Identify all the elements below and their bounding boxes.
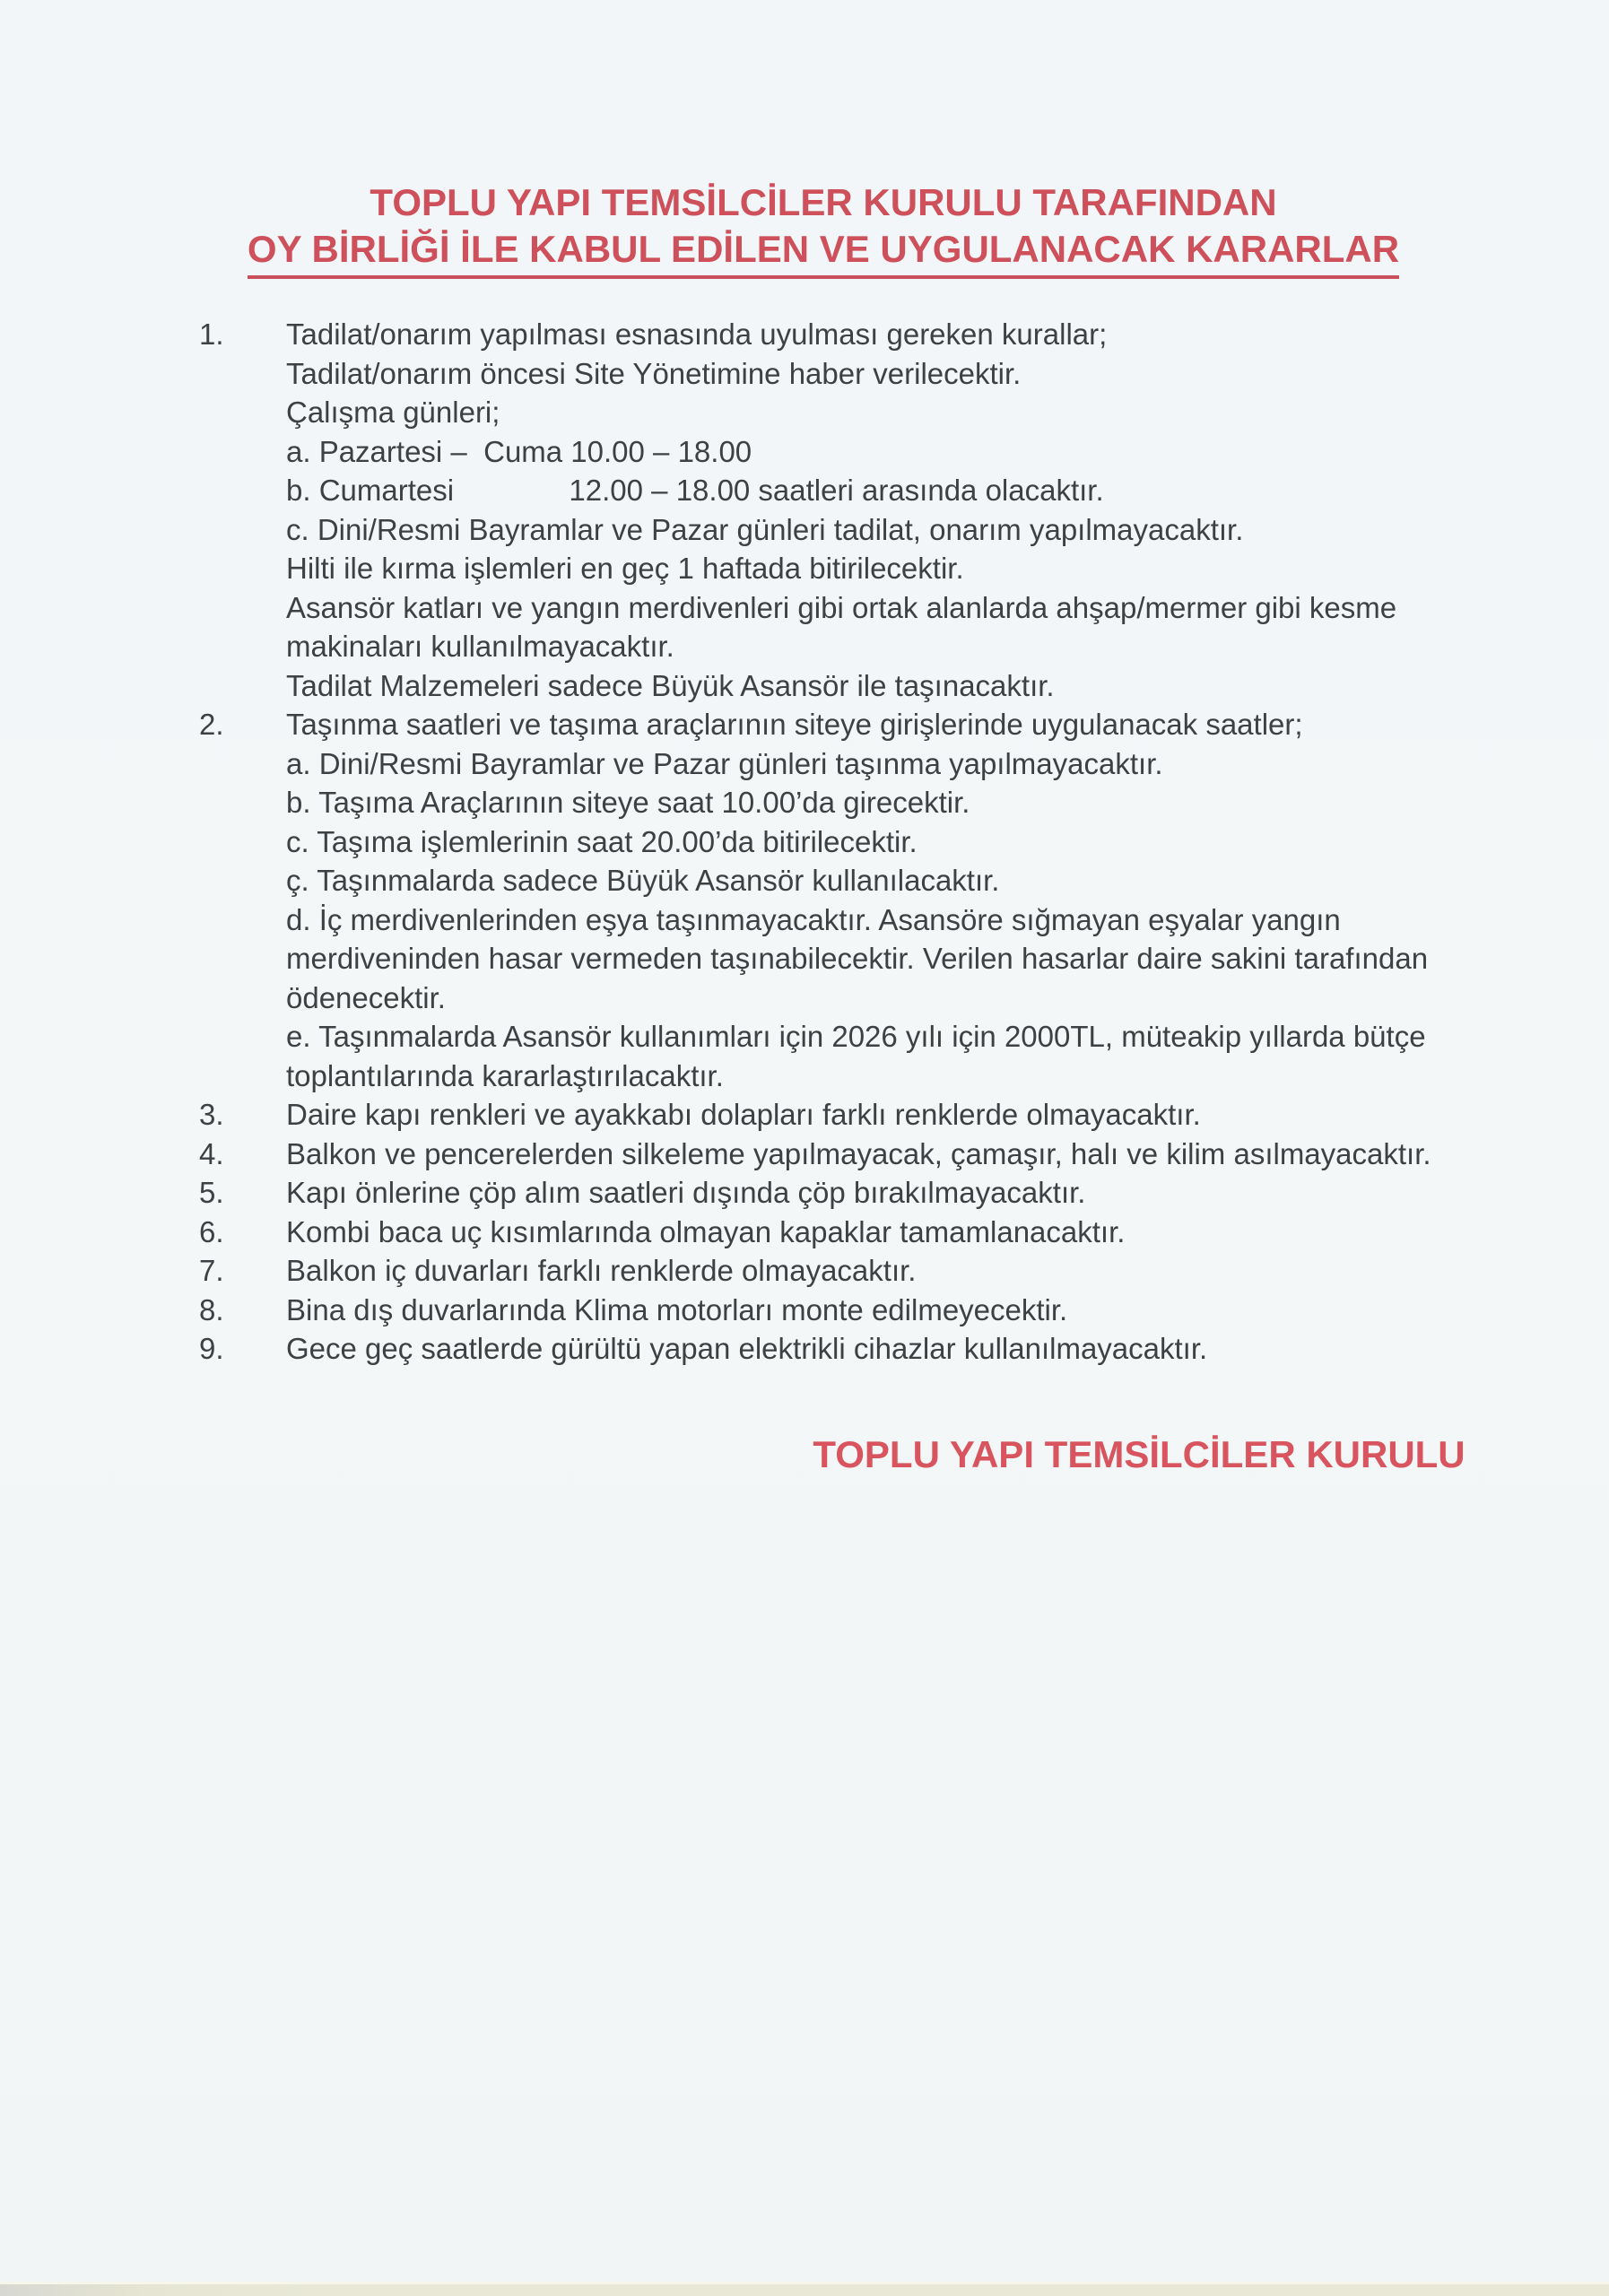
- list-item-number: 9.: [199, 1332, 224, 1365]
- list-item-body: [286, 315, 1473, 705]
- document-title-line2-wrap: [38, 226, 1609, 279]
- list-item-line: c. Dini/Resmi Bayramlar ve Pazar günleri tadilat, onarım yapılmayacaktır.: [286, 512, 1244, 546]
- list-item-line: toplantılarında kararlaştırılacaktır.: [286, 1058, 724, 1092]
- list-item-body: [286, 1251, 1473, 1291]
- list-item-number: 2.: [199, 708, 224, 741]
- list-item-number: 5.: [199, 1176, 224, 1209]
- list-item-line: ödenecektir.: [286, 980, 446, 1014]
- list-item: [199, 1251, 1473, 1291]
- list-item: [199, 1095, 1473, 1135]
- signature: TOPLU YAPI TEMSİLCİLER KURULU: [813, 1433, 1465, 1475]
- list-item-line: Bina dış duvarlarında Klima motorları monte edilmeyecektir.: [286, 1292, 1068, 1326]
- list-item: [199, 1173, 1473, 1213]
- list-item: [199, 1213, 1473, 1252]
- list-item-number: 8.: [199, 1292, 224, 1326]
- list-item: [199, 1291, 1473, 1330]
- list-item-body: [286, 1135, 1473, 1174]
- list-item-body: [286, 1291, 1473, 1330]
- list-item-line: b. Cumartesi 12.00 – 18.00 saatleri arasında olacaktır.: [286, 474, 1104, 507]
- document-title: [0, 179, 1609, 279]
- list-item-number: 6.: [199, 1214, 224, 1248]
- list-item-line: Hilti ile kırma işlemleri en geç 1 haftada bitirilecektir.: [286, 552, 964, 585]
- list-item-line: d. İç merdivenlerinden eşya taşınmayacaktır. Asansöre sığmayan eşyalar yangın: [286, 902, 1341, 936]
- list-item-line: ç. Taşınmalarda sadece Büyük Asansör kullanılacaktır.: [286, 864, 1000, 897]
- list-item-body: [286, 705, 1473, 1095]
- list-item-number: 4.: [199, 1136, 224, 1170]
- list-item-body: [286, 1095, 1473, 1135]
- list-item-line: Tadilat/onarım öncesi Site Yönetimine haber verilecektir.: [286, 356, 1022, 390]
- document-title-line1: TOPLU YAPI TEMSİLCİLER KURULU TARAFINDAN: [370, 181, 1277, 223]
- list-item: [199, 315, 1473, 705]
- list-item-body: [286, 1173, 1473, 1213]
- list-item-line: Kapı önlerine çöp alım saatleri dışında çöp bırakılmayacaktır.: [286, 1176, 1086, 1209]
- list-item: [199, 1135, 1473, 1174]
- rules-list: [199, 315, 1473, 1369]
- list-item-line: Taşınma saatleri ve taşıma araçlarının siteye girişlerinde uygulanacak saatler;: [286, 708, 1303, 741]
- list-item-line: makinaları kullanılmayacaktır.: [286, 630, 674, 663]
- list-item-line: Tadilat Malzemeleri sadece Büyük Asansör ile taşınacaktır.: [286, 668, 1055, 702]
- list-item-body: [286, 1213, 1473, 1252]
- list-item-line: b. Taşıma Araçlarının siteye saat 10.00’da girecektir.: [286, 786, 970, 819]
- document-title-line2: OY BİRLİĞİ İLE KABUL EDİLEN VE UYGULANACAK KARARLAR: [248, 226, 1399, 279]
- list-item-number: 3.: [199, 1098, 224, 1131]
- list-item-line: e. Taşınmalarda Asansör kullanımları için 2026 yılı için 2000TL, müteakip yıllarda bütçe: [286, 1020, 1426, 1053]
- list-item-line: Daire kapı renkleri ve ayakkabı dolapları farklı renklerde olmayacaktır.: [286, 1098, 1201, 1131]
- list-item-line: Balkon iç duvarları farklı renklerde olmayacaktır.: [286, 1254, 917, 1287]
- list-item-line: Kombi baca uç kısımlarında olmayan kapaklar tamamlanacaktır.: [286, 1214, 1126, 1248]
- list-item-line: Asansör katları ve yangın merdivenleri gibi ortak alanlarda ahşap/mermer gibi kesme: [286, 590, 1397, 624]
- list-item-number: 7.: [199, 1254, 224, 1287]
- list-item-line: merdiveninden hasar vermeden taşınabilecektir. Verilen hasarlar daire sakini tarafından: [286, 942, 1429, 975]
- list-item-line: Gece geç saatlerde gürültü yapan elektrikli cihazlar kullanılmayacaktır.: [286, 1332, 1208, 1365]
- scanner-edge-artifact: [0, 2282, 1609, 2296]
- list-item-body: [286, 1329, 1473, 1369]
- list-item: [199, 705, 1473, 1095]
- list-item-line: c. Taşıma işlemlerinin saat 20.00’da bitirilecektir.: [286, 824, 918, 858]
- list-item-line: a. Dini/Resmi Bayramlar ve Pazar günleri taşınma yapılmayacaktır.: [286, 746, 1163, 780]
- list-item: [199, 1329, 1473, 1369]
- list-item-number: 1.: [199, 317, 224, 351]
- list-item-line: Balkon ve pencerelerden silkeleme yapılmayacak, çamaşır, halı ve kilim asılmayacaktır.: [286, 1136, 1431, 1170]
- list-item-line: a. Pazartesi – Cuma 10.00 – 18.00: [286, 434, 752, 468]
- list-item-line: Tadilat/onarım yapılması esnasında uyulması gereken kurallar;: [286, 317, 1108, 351]
- list-item-line: Çalışma günleri;: [286, 396, 500, 429]
